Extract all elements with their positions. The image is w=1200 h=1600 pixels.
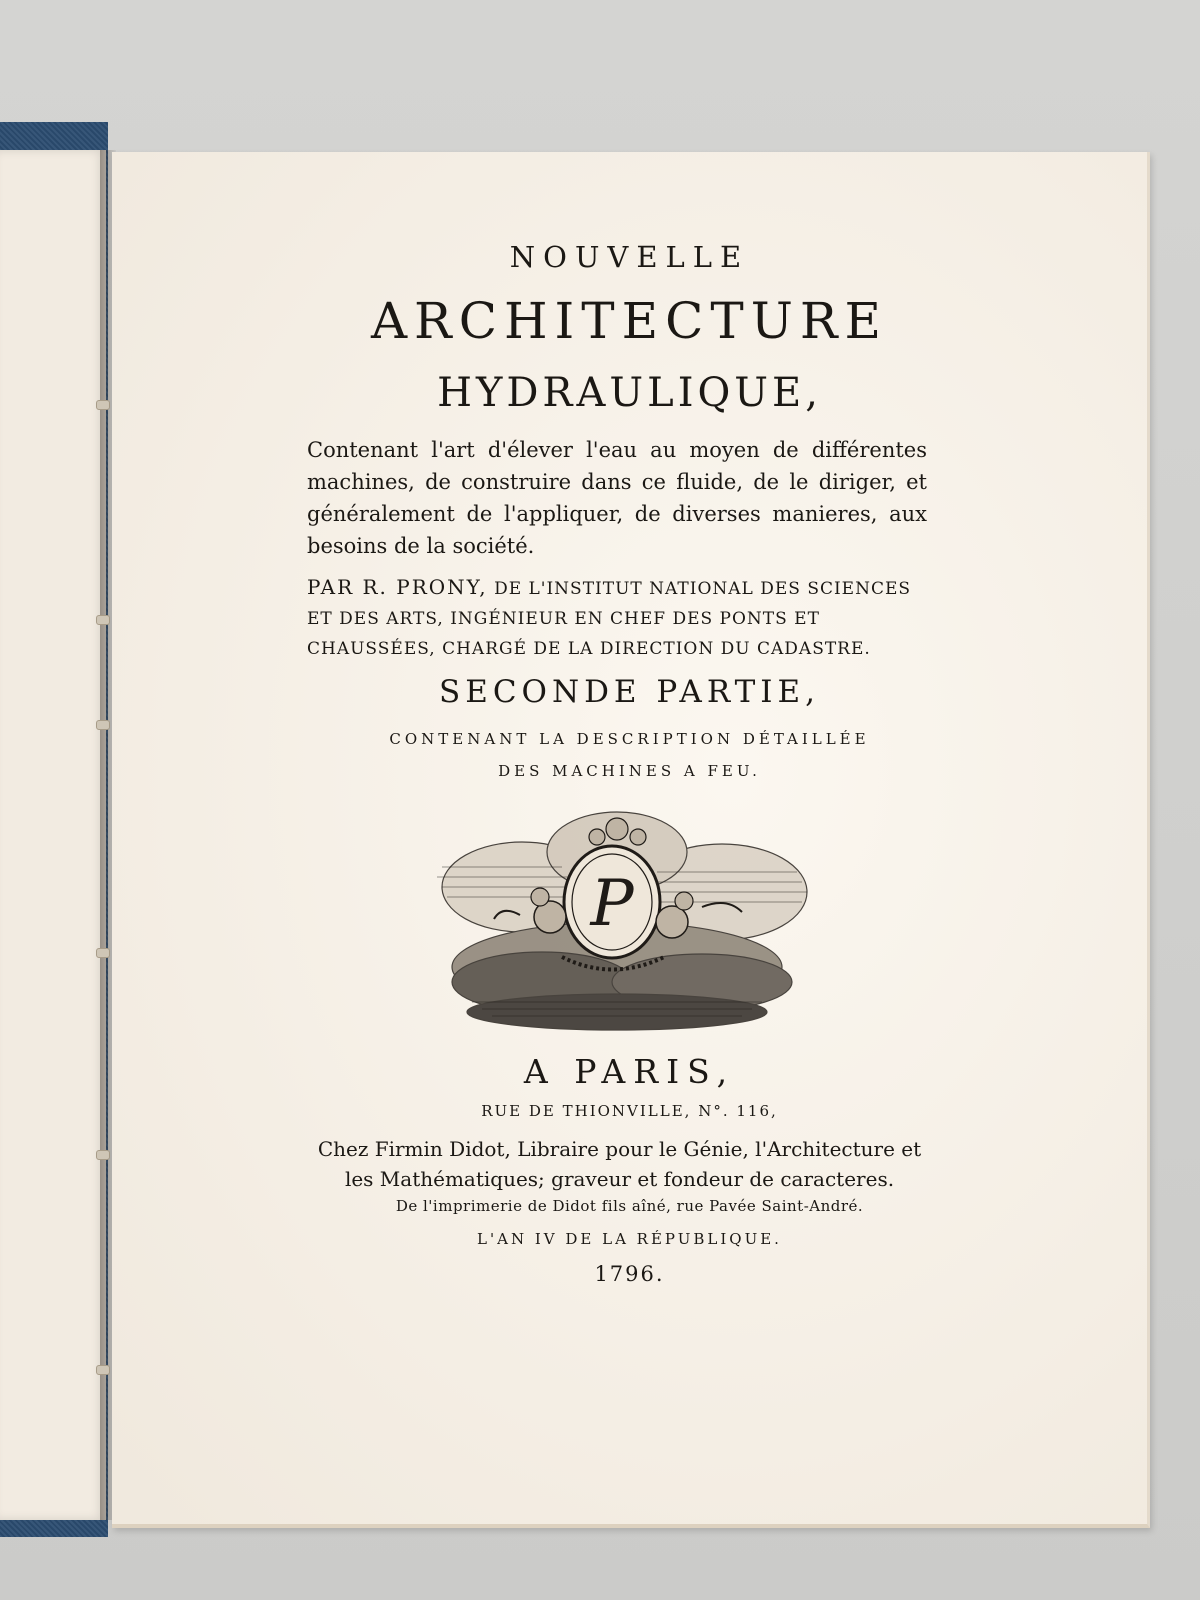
binding-stitch [96, 615, 110, 625]
left-page-edge [0, 150, 106, 1520]
author-titles: DE L'INSTITUT NATIONAL DES SCIENCES ET DES ARTS, INGÉNIEUR EN CHEF DES PONTS ET CHAUSSÉES, CHARGÉ DE LA DIRECTION DU CADASTRE. [307, 579, 912, 659]
vignette-monogram: P [590, 867, 634, 941]
binding-stitch [96, 948, 110, 958]
binding-stitch [96, 720, 110, 730]
imprint-street: RUE DE THIONVILLE, N°. 116, [481, 1102, 778, 1120]
part-title: SECONDE PARTIE, [438, 674, 821, 710]
imprint-place: A PARIS, [523, 1052, 736, 1091]
engraved-vignette [402, 797, 832, 1042]
part-subtitle-1: CONTENANT LA DESCRIPTION DÉTAILLÉE [389, 730, 870, 748]
title-line-architecture: ARCHITECTURE [370, 292, 889, 350]
title-line-hydraulique: HYDRAULIQUE, [437, 370, 822, 416]
imprint-printer: De l'imprimerie de Didot fils aîné, rue Pavée Saint-André. [395, 1197, 864, 1215]
title-line-nouvelle: NOUVELLE [509, 240, 750, 274]
binding-stitch [96, 1365, 110, 1375]
binding-stitch [96, 400, 110, 410]
binding-stitch [96, 1150, 110, 1160]
imprint-era: L'AN IV DE LA RÉPUBLIQUE. [477, 1230, 782, 1248]
title-description: Contenant l'art d'élever l'eau au moyen de différentes machines, de construire dans ce fluide, de le diriger, et généralement de l'appliquer, de diverses manieres, aux besoins de la société. [307, 438, 927, 558]
author-block [307, 572, 932, 664]
part-subtitle-2: DES MACHINES A FEU. [498, 762, 761, 780]
title-page [112, 152, 1150, 1528]
imprint-year: 1796. [594, 1262, 665, 1286]
author-name: PAR R. PRONY, [307, 575, 488, 599]
imprint-publisher: Chez Firmin Didot, Libraire pour le Génie, l'Architecture et les Mathématiques; graveur et fondeur de caracteres. [317, 1137, 922, 1191]
